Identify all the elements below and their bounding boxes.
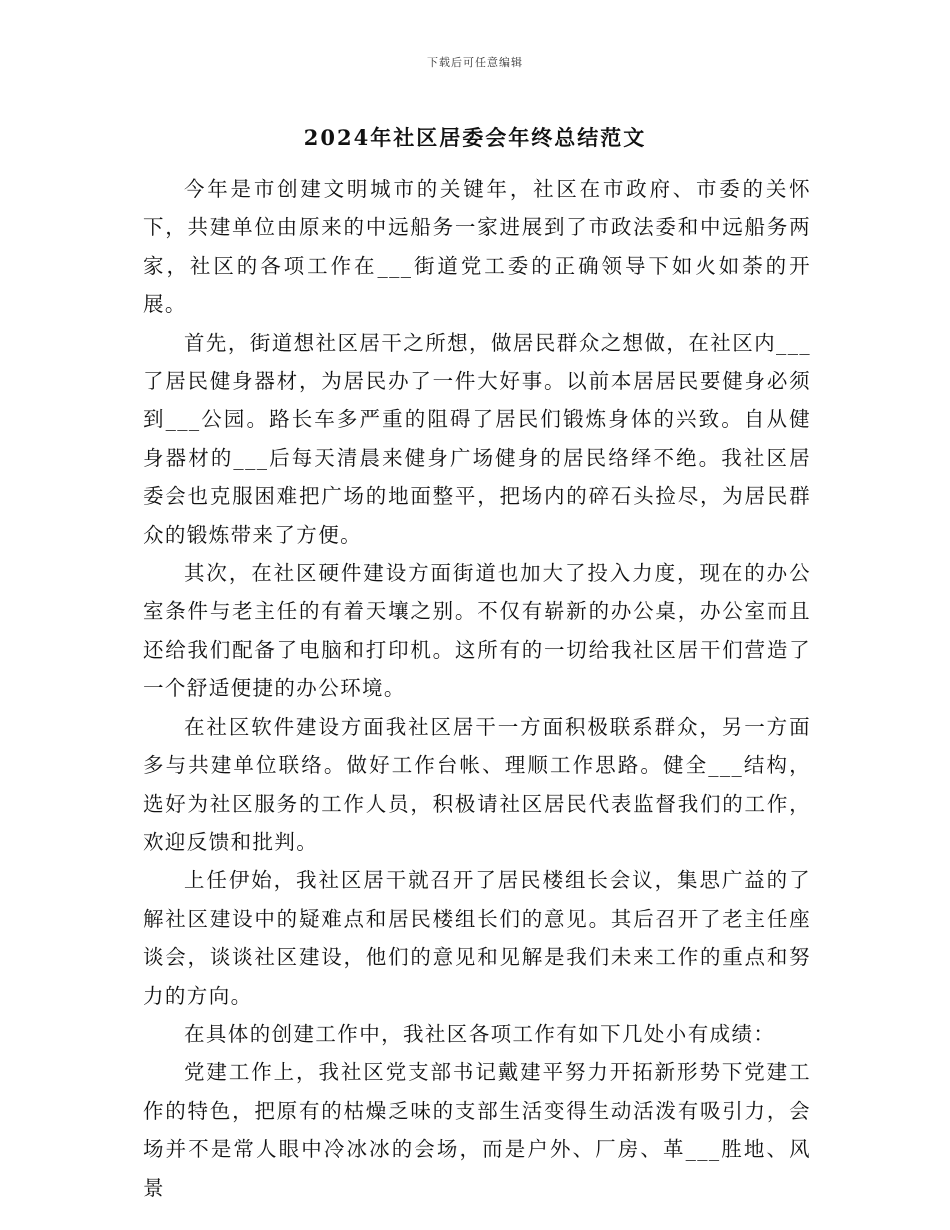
paragraph: 其次，在社区硬件建设方面街道也加大了投入力度，现在的办公室条件与老主任的有着天壤之别。不仅有崭新的办公桌，办公室而且还给我们配备了电脑和打印机。这所有的一切给我社区居干们营造了一个舒适便捷的办公环境。	[143, 561, 811, 701]
paragraph: 在具体的创建工作中，我社区各项工作有如下几处小有成绩：	[184, 1021, 776, 1046]
document-title: 2024年社区居委会年终总结范文	[303, 125, 647, 150]
paragraph: 今年是市创建文明城市的关键年，社区在市政府、市委的关怀下，共建单位由原来的中远船务一家进展到了市政法委和中远船务两家，社区的各项工作在___街道党工委的正确领导下如火如荼的开展。	[143, 177, 811, 317]
paragraph: 上任伊始，我社区居干就召开了居民楼组长会议，集思广益的了解社区建设中的疑难点和居民楼组长们的意见。其后召开了老主任座谈会，谈谈社区建设，他们的意见和见解是我们未来工作的重点和努力的方向。	[143, 868, 811, 1008]
paragraph: 党建工作上，我社区党支部书记戴建平努力开拓新形势下党建工作的特色，把原有的枯燥乏味的支部生活变得生动活泼有吸引力，会场并不是常人眼中冷冰冰的会场，而是户外、厂房、革___胜地、风景	[143, 1060, 811, 1200]
download-note: 下载后可任意编辑	[427, 56, 523, 69]
paragraph: 在社区软件建设方面我社区居干一方面积极联系群众，另一方面多与共建单位联络。做好工作台帐、理顺工作思路。健全___结构，选好为社区服务的工作人员，积极请社区居民代表监督我们的工作，欢迎反馈和批判。	[143, 714, 811, 854]
document-body	[143, 170, 811, 1207]
paragraph: 首先，街道想社区居干之所想，做居民群众之想做，在社区内___了居民健身器材，为居民办了一件大好事。以前本居居民要健身必须到___公园。路长车多严重的阻碍了居民们锻炼身体的兴致。自从健身器材的___后每天清晨来健身广场健身的居民络绎不绝。我社区居委会也克服困难把广场的地面整平，把场内的碎石头捡尽，为居民群众的锻炼带来了方便。	[143, 330, 811, 547]
